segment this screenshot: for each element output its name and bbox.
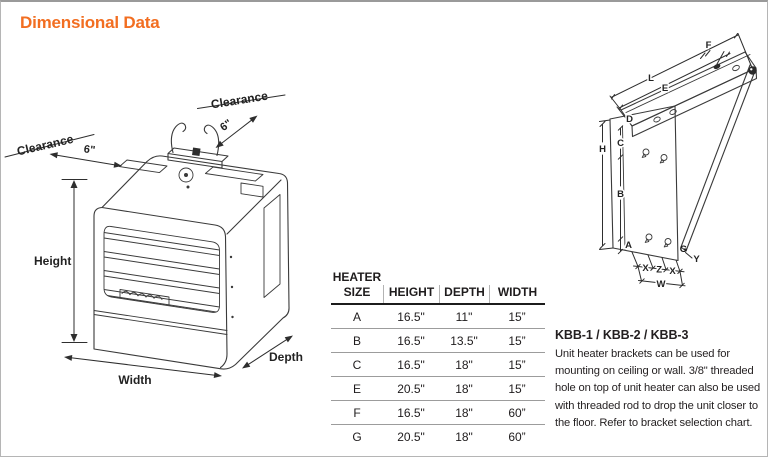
louver-slat — [104, 233, 220, 256]
cell-size: F — [353, 406, 361, 420]
cell-width: 15” — [508, 382, 526, 396]
top-screw-dot — [187, 186, 190, 189]
dim-letter-w: W — [656, 279, 666, 290]
heater-cabinet-outline — [94, 156, 289, 369]
cell-size: E — [352, 382, 361, 396]
page-title: Dimensional Data — [20, 13, 160, 32]
table-row — [331, 377, 545, 401]
height-label: Height — [34, 254, 72, 268]
dim-letter-x-right: X — [669, 266, 676, 277]
unit-heater-diagram — [1, 87, 341, 427]
clearance-right-dim: 6" — [218, 117, 235, 134]
dim-letter-h: H — [599, 144, 606, 155]
cell-height: 16.5" — [397, 310, 425, 324]
col-header-depth: DEPTH — [439, 285, 489, 303]
cell-width: 15” — [508, 334, 526, 348]
top-grille-left — [119, 160, 167, 173]
cell-depth: 13.5" — [450, 334, 478, 348]
dim-letter-f: F — [705, 40, 712, 51]
cell-size: C — [352, 358, 362, 372]
cell-height: 20.5" — [397, 430, 425, 444]
col-header-heater: HEATER — [332, 270, 382, 284]
side-screws — [230, 256, 234, 318]
width-label: Width — [118, 373, 152, 387]
cell-width: 60” — [508, 430, 526, 444]
cell-width: 15” — [508, 310, 526, 324]
clearance-right — [198, 89, 286, 148]
plate-hole — [732, 64, 741, 71]
dim-letter-c: C — [617, 138, 624, 149]
bracket-top-plate — [621, 52, 757, 137]
table-row — [331, 329, 545, 353]
bracket-info-line: hole on top of unit heater can also be used — [555, 382, 761, 395]
col-header-height: HEIGHT — [383, 285, 439, 303]
clearance-left-dim: 6" — [82, 143, 96, 157]
dim-letter-d: D — [626, 114, 633, 125]
cell-height: 16.5" — [397, 334, 425, 348]
table-row — [331, 401, 545, 425]
cell-width: 60” — [508, 406, 526, 420]
depth-label: Depth — [269, 350, 303, 364]
top-grille-corner — [241, 183, 263, 197]
depth-dimension — [242, 336, 303, 369]
clearance-right-label: Clearance — [209, 88, 269, 112]
bracket-dimension-letters — [599, 40, 712, 290]
brace-pivot-bolt — [748, 66, 756, 74]
bracket-info-line: Unit heater brackets can be used for — [555, 348, 730, 360]
bracket-info-line: with threaded rod to drop the unit closer to — [555, 399, 758, 412]
louver-slats — [104, 233, 220, 313]
wall-plate-holes — [642, 149, 671, 247]
dim-letter-g: G — [679, 244, 688, 255]
table-header — [331, 270, 545, 305]
cell-depth: 18" — [455, 406, 473, 420]
cell-size: A — [352, 310, 361, 324]
col-header-width: WIDTH — [489, 285, 545, 303]
cell-width: 15” — [508, 358, 526, 372]
bracket-brace — [681, 65, 755, 251]
top-knockout-center — [184, 173, 188, 177]
bracket-info-line: the floor. Refer to bracket selection chart. — [555, 416, 753, 429]
cell-depth: 18" — [455, 382, 473, 396]
cell-size: B — [352, 334, 361, 348]
control-band-seams — [94, 311, 227, 335]
bracket-info-line: mounting on ceiling or wall. 3/8" threaded — [555, 365, 754, 378]
bracket-info-heading: KBB-1 / KBB-2 / KBB-3 — [555, 328, 689, 342]
heater-cabinet-edges — [102, 180, 281, 368]
clearance-left — [5, 132, 122, 168]
dim-letter-e: E — [661, 83, 669, 94]
table-row — [331, 353, 545, 377]
cell-size: G — [352, 430, 362, 444]
cell-depth: 18" — [455, 358, 473, 372]
dim-letter-y: Y — [693, 254, 700, 265]
width-dimension — [64, 355, 222, 387]
table-row — [331, 425, 545, 449]
bracket-info — [555, 328, 768, 432]
louver-slat — [104, 290, 220, 313]
flange-hole — [653, 116, 661, 123]
bracket-dimensions — [600, 34, 752, 288]
dimension-table — [331, 270, 545, 449]
side-grille — [264, 195, 280, 298]
brace-pivot-highlight — [750, 68, 752, 70]
louver-slat — [104, 252, 220, 275]
col-header-size: SIZE — [343, 285, 371, 299]
height-dimension — [34, 180, 87, 343]
flange-hole — [669, 108, 677, 115]
dim-letter-b: B — [617, 189, 624, 200]
cell-height: 20.5" — [397, 382, 425, 396]
top-grille-right — [205, 167, 263, 181]
cell-depth: 18" — [455, 430, 473, 444]
table-row — [331, 305, 545, 329]
bracket-bolt — [192, 148, 200, 156]
dim-letter-a: A — [625, 240, 632, 251]
dim-letter-z: Z — [656, 264, 663, 276]
cell-depth: 11" — [455, 310, 473, 324]
dim-letter-x-left: X — [642, 263, 649, 274]
cell-height: 16.5" — [397, 406, 425, 420]
kbb-bracket-diagram — [586, 27, 768, 317]
cell-height: 16.5" — [397, 358, 425, 372]
dim-letter-l: L — [648, 73, 654, 84]
clearance-left-label: Clearance — [15, 131, 75, 159]
